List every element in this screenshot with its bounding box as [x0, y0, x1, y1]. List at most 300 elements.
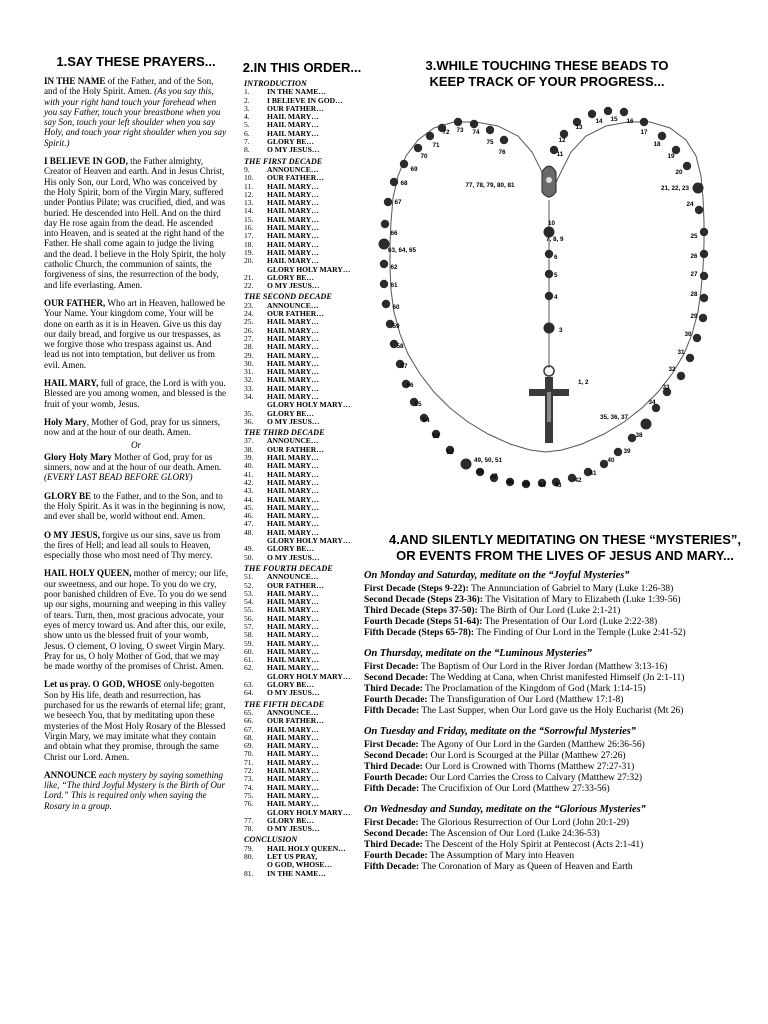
prayer-holy-mary: Holy Mary, Mother of God, pray for us sinners, now and at the hour of our death. Amen.	[44, 416, 221, 438]
rosary-bead	[380, 280, 388, 288]
order-step-prayer: OUR FATHER…	[267, 103, 324, 113]
order-step-prayer: GLORY HOLY MARY…	[267, 671, 351, 681]
order-step-number: 20.	[244, 256, 254, 266]
bead-label: 48	[476, 469, 484, 476]
mystery-decade: Third Decade:	[364, 762, 423, 772]
bead-label: 77, 78, 79, 80, 81	[465, 182, 515, 189]
order-step-prayer: HAIL MARY…	[267, 391, 319, 401]
order-step-prayer: HAIL MARY…	[267, 325, 319, 335]
mystery-decade: First Decade:	[364, 740, 419, 750]
order-step-number: 36.	[244, 416, 254, 426]
order-step-number: 17.	[244, 231, 254, 241]
bead-label: 6	[554, 254, 558, 261]
order-step-prayer: HAIL MARY…	[267, 774, 319, 784]
order-step-prayer: HAIL MARY…	[267, 469, 319, 479]
order-step-prayer: HAIL MARY…	[267, 494, 319, 504]
order-step-number: 26.	[244, 325, 254, 335]
order-step-number: 13.	[244, 198, 254, 208]
header-mysteries-2: OR EVENTS FROM THE LIVES OF JESUS AND MARY...	[396, 548, 734, 563]
order-step-prayer: HAIL MARY…	[267, 790, 319, 800]
order-step-number: 8.	[244, 145, 250, 155]
rosary-bead	[700, 272, 708, 280]
order-step-number: 45.	[244, 502, 254, 512]
order-step-number: 74.	[244, 782, 254, 792]
order-section-title: INTRODUCTION	[244, 79, 307, 88]
order-step-prayer: HAIL MARY…	[267, 375, 319, 385]
order-step-prayer: ANNOUNCE…	[267, 436, 319, 446]
order-step	[244, 870, 364, 878]
mystery-item	[364, 840, 764, 851]
mystery-description: The Presentation of Our Lord (Luke 2:22-38)	[482, 617, 658, 627]
bead-label: 28	[690, 291, 698, 298]
mystery-description: The Crucifixion of Our Lord (Matthew 27:33-56)	[419, 784, 610, 794]
order-step-prayer: HAIL MARY…	[267, 214, 319, 224]
mystery-description: The Descent of the Holy Spirit at Pentecost (Acts 2:1-41)	[422, 840, 644, 850]
order-step-number: 54.	[244, 597, 254, 607]
bead-label: 26	[690, 253, 698, 260]
mystery-item	[364, 606, 764, 617]
bead-label: 24	[686, 201, 694, 208]
order-step-prayer: HAIL MARY…	[267, 256, 319, 266]
order-step-prayer: O MY JESUS…	[267, 824, 320, 834]
order-step-number: 62.	[244, 663, 254, 673]
order-step-number: 34.	[244, 391, 254, 401]
order-step-prayer: OUR FATHER…	[267, 580, 324, 590]
mystery-description: The Assumption of Mary into Heaven	[427, 851, 575, 861]
order-step-prayer: HAIL MARY…	[267, 622, 319, 631]
order-step-number: 14.	[244, 206, 254, 216]
order-step-number: 75.	[244, 790, 254, 800]
rosary-bead	[683, 162, 691, 170]
bead-label: 75	[486, 139, 494, 146]
announce-note: ANNOUNCE each mystery by saying something like, “The third Joyful Mystery is the Birth of Our Lord.” This is required only when saying the Rosary in a group.	[44, 769, 226, 811]
order-step-prayer: HAIL MARY…	[267, 231, 319, 241]
order-step-number: 49.	[244, 544, 254, 554]
bead-label: 63, 64, 65	[388, 247, 417, 254]
mystery-group	[364, 570, 764, 639]
mystery-heading: On Thursday, meditate on the “Luminous Mysteries”	[364, 648, 592, 659]
order-step-prayer: HAIL MARY…	[267, 605, 319, 615]
order-step-prayer: GLORY HOLY MARY…	[267, 536, 351, 546]
order-step-prayer: HAIL MARY…	[267, 646, 319, 656]
order-step-prayer: ANNOUNCE…	[267, 707, 319, 717]
bead-label: 74	[472, 129, 480, 136]
order-step-prayer: HAIL MARY…	[267, 519, 319, 529]
order-step-number: 59.	[244, 638, 254, 648]
bead-label: 4	[554, 294, 558, 301]
order-step-number: 57.	[244, 622, 254, 631]
order-step-number: 3.	[244, 103, 250, 113]
mystery-description: The Wedding at Cana, when Christ manifested Himself (Jn 2:1-11)	[428, 673, 685, 683]
order-step-prayer: LET US PRAY,	[267, 852, 318, 862]
centerpiece-medal-icon	[542, 166, 556, 197]
order-step-prayer: GLORY BE…	[267, 272, 314, 282]
bead-label: 35, 36, 37	[599, 414, 628, 421]
order-step-prayer: GLORY BE…	[267, 137, 314, 147]
order-step-prayer: HAIL MARY…	[267, 799, 319, 809]
order-step-number: 39.	[244, 453, 254, 463]
order-step-prayer: GLORY BE…	[267, 680, 314, 690]
rosary-bead	[426, 132, 434, 140]
order-step-number: 22.	[244, 281, 254, 291]
order-step-number: 28.	[244, 342, 254, 352]
order-step-prayer: HAIL HOLY QUEEN…	[267, 843, 346, 853]
bead-label: 67	[394, 199, 402, 206]
rosary-bead	[700, 250, 708, 258]
mystery-decade: Fifth Decade:	[364, 784, 420, 794]
order-step-number: 19.	[244, 247, 254, 257]
prayer-o-my-jesus: O MY JESUS, forgive us our sins, save us from the fires of Hell; and lead all souls to Heaven, especially those who most need of Thy mercy.	[44, 529, 221, 561]
bead-label: 3	[559, 327, 563, 334]
order-step-number: 70.	[244, 749, 254, 759]
mystery-item	[364, 784, 764, 795]
bead-label: 44	[538, 482, 546, 489]
bead-label: 52	[446, 449, 454, 456]
mystery-decade: First Decade:	[364, 818, 419, 828]
order-step-prayer: HAIL MARY…	[267, 112, 319, 122]
mystery-item	[364, 818, 764, 829]
bead-label: 58	[396, 343, 404, 350]
prayer-let-us-pray: Let us pray. O GOD, WHOSE only-begotten Son by His life, death and resurrection, has purchased for us the rewards of eternal life; grant, we beseech You, that by meditating upon these mysteries of the Most Holy Rosary of the Blessed Virgin Mary, we may imitate what they contain and obtain what they promise, through the same Christ our Lord. Amen.	[44, 679, 226, 762]
order-step-number: 51.	[244, 572, 254, 582]
order-step-number: 42.	[244, 477, 254, 487]
bead-label: 27	[690, 271, 698, 278]
mystery-heading: On Monday and Saturday, meditate on the “Joyful Mysteries”	[364, 570, 630, 581]
bead-label: 61	[390, 282, 398, 289]
order-step-number: 37.	[244, 436, 254, 446]
mystery-description: The Glorious Resurrection of Our Lord (John 20:1-29)	[418, 818, 629, 828]
mystery-description: The Agony of Our Lord in the Garden (Matthew 26:36-56)	[418, 740, 645, 750]
order-step-prayer: HAIL MARY…	[267, 128, 319, 138]
rosary-bead	[693, 334, 701, 342]
order-step-number: 67.	[244, 724, 254, 734]
mystery-item	[364, 762, 764, 773]
order-step-prayer: O GOD, WHOSE…	[267, 860, 333, 870]
order-step-prayer: HAIL MARY…	[267, 181, 319, 191]
rosary-bead	[620, 108, 628, 116]
order-step-prayer: HAIL MARY…	[267, 120, 319, 130]
rosary-bead	[380, 260, 388, 268]
bead-label: 73	[456, 127, 464, 134]
order-step-number: 65.	[244, 707, 254, 717]
order-step-prayer: IN THE NAME…	[267, 868, 326, 878]
bead-label: 33	[662, 384, 670, 391]
order-step-prayer: GLORY BE…	[267, 544, 314, 554]
bead-label: 69	[410, 166, 418, 173]
order-step-number: 78.	[244, 824, 254, 834]
bead-label: 45	[522, 481, 530, 488]
order-section-title: CONCLUSION	[244, 835, 298, 845]
order-step-prayer: HAIL MARY…	[267, 247, 319, 257]
mystery-item	[364, 595, 764, 606]
header-mysteries-1: 4.AND SILENTLY MEDITATING ON THESE “MYSTERIES”,	[388, 532, 741, 547]
rosary-bead	[614, 448, 622, 456]
order-step-number: 77.	[244, 815, 254, 825]
mystery-item	[364, 706, 764, 717]
order-step	[244, 418, 364, 426]
order-step-number: 11.	[244, 181, 254, 191]
order-step-prayer: HAIL MARY…	[267, 317, 319, 327]
bead-label: 41	[589, 470, 597, 477]
order-step-number: 56.	[244, 613, 254, 623]
mystery-decade: Fourth Decade:	[364, 695, 428, 705]
order-step-number: 2.	[244, 95, 250, 105]
order-step-prayer: ANNOUNCE…	[267, 164, 319, 174]
mystery-item	[364, 662, 764, 673]
bead-label: 17	[640, 129, 648, 136]
prayer-our-father: OUR FATHER, Who art in Heaven, hallowed be Your Name. Your kingdom come, Your will be done on earth as it is in Heaven. Give us this day our daily bread, and forgive us our trespasses, as we forgive those who trespass against us. And lead us not into temptation, but deliver us from evil. Amen.	[44, 297, 226, 370]
order-step-prayer: HAIL MARY…	[267, 511, 319, 521]
rosary-bead	[544, 323, 555, 334]
bead-label: 53	[432, 433, 440, 440]
bead-label: 38	[635, 432, 643, 439]
bead-label: 13	[575, 124, 583, 131]
order-step-prayer: HAIL MARY…	[267, 766, 319, 776]
order-step-number: 18.	[244, 239, 254, 249]
order-step	[244, 825, 364, 833]
order-step-number: 53.	[244, 588, 254, 598]
bead-label: 25	[690, 233, 698, 240]
prayer-creed: I BELIEVE IN GOD, the Father almighty, Creator of Heaven and earth. And in Jesus Christ, His only Son, our Lord, Who was conceived by the Holy Spirit, born of the Virgin Mary, suffered under Pontius Pilate; was crucified, died, and was buried. He descended into Hell. And on the third day He rose again from the dead. He ascended into Heaven, and is seated at the right hand of the Father. He shall come again to judge the living and the dead. I believe in the Holy Spirit, the holy catholic Church, the communion of saints, the forgiveness of sins, the resurrection of the body, and life everlasting. Amen.	[44, 156, 226, 290]
order-step-prayer: HAIL MARY…	[267, 461, 319, 471]
mystery-item	[364, 740, 764, 751]
prayer-glory-holy-mary: Glory Holy Mary Mother of God, pray for us sinners, now and at the hour of our death. Amen. (EVERY LAST BEAD BEFORE GLORY)	[44, 451, 222, 483]
order-step-number: 33.	[244, 383, 254, 393]
bead-label: 62	[390, 264, 398, 271]
bead-label: 16	[626, 118, 634, 125]
mystery-description: Our Lord Carries the Cross to Calvary (Matthew 27:32)	[427, 773, 643, 783]
mystery-group	[364, 648, 764, 717]
order-step-prayer: HAIL MARY…	[267, 749, 319, 759]
mystery-item	[364, 773, 764, 784]
order-step-number: 72.	[244, 766, 254, 776]
order-step-prayer: OUR FATHER…	[267, 716, 324, 726]
mystery-decade: Third Decade:	[364, 840, 423, 850]
order-step-prayer: HAIL MARY…	[267, 383, 319, 393]
bead-label: 57	[400, 363, 408, 370]
mystery-description: The Baptism of Our Lord in the River Jordan (Matthew 3:13-16)	[418, 662, 668, 672]
mystery-heading: On Tuesday and Friday, meditate on the “Sorrowful Mysteries”	[364, 726, 636, 737]
order-step-number: 32.	[244, 375, 254, 385]
order-step-number: 24.	[244, 309, 254, 319]
bead-label: 42	[574, 477, 582, 484]
order-step-prayer: HAIL MARY…	[267, 588, 319, 598]
bead-label: 70	[420, 153, 428, 160]
rosary-bead	[641, 419, 652, 430]
mystery-item	[364, 617, 764, 628]
rosary-bead	[390, 178, 398, 186]
order-step-prayer: HAIL MARY…	[267, 477, 319, 487]
rosary-bead	[686, 354, 694, 362]
mystery-decade: Fifth Decade:	[364, 706, 420, 716]
bead-label: 46	[506, 479, 514, 486]
mystery-item	[364, 684, 764, 695]
prayer-or: Or	[130, 439, 142, 450]
order-step-number: 63.	[244, 680, 254, 690]
rosary-bead	[699, 314, 707, 322]
rosary-diagram	[366, 92, 766, 512]
order-step-number: 55.	[244, 605, 254, 615]
order-step-prayer: HAIL MARY…	[267, 350, 319, 360]
order-step-number: 46.	[244, 511, 254, 521]
order-step-prayer: ANNOUNCE…	[267, 300, 319, 310]
order-step-prayer: HAIL MARY…	[267, 724, 319, 734]
order-step-prayer: HAIL MARY…	[267, 782, 319, 792]
mystery-description: Our Lord is Crowned with Thorns (Matthew 27:27-31)	[422, 762, 635, 772]
order-step-number: 35.	[244, 408, 254, 418]
mystery-decade: Third Decade (Steps 37-50):	[364, 606, 478, 616]
order-step-prayer: HAIL MARY…	[267, 333, 319, 343]
bead-label: 19	[667, 153, 675, 160]
mystery-item	[364, 673, 764, 684]
bead-label: 54	[422, 417, 430, 424]
order-step-prayer: GLORY HOLY MARY…	[267, 264, 351, 274]
rosary-bead	[454, 118, 462, 126]
order-step-prayer: GLORY HOLY MARY…	[267, 400, 351, 410]
rosary-bead	[604, 107, 612, 115]
rosary-bead	[381, 220, 389, 228]
rosary-bead	[384, 198, 392, 206]
bead-label: 68	[400, 180, 408, 187]
order-step-prayer: HAIL MARY…	[267, 527, 319, 537]
mystery-description: The Coronation of Mary as Queen of Heaven and Earth	[419, 862, 633, 872]
order-step-prayer: ANNOUNCE…	[267, 572, 319, 582]
order-step-prayer: OUR FATHER…	[267, 309, 324, 319]
order-section-title: THE THIRD DECADE	[244, 428, 325, 438]
order-step-prayer: HAIL MARY…	[267, 206, 319, 216]
order-section-title: THE FOURTH DECADE	[244, 563, 333, 573]
mystery-description: The Finding of Our Lord in the Temple (Luke 2:41-52)	[474, 628, 686, 638]
mystery-group	[364, 804, 764, 873]
order-step-prayer: O MY JESUS…	[267, 552, 320, 562]
order-step-number: 31.	[244, 367, 254, 377]
order-step-prayer: O MY JESUS…	[267, 416, 320, 426]
mystery-decade: Fourth Decade:	[364, 851, 428, 861]
crucifix-icon	[529, 366, 569, 443]
prayer-hail-mary: HAIL MARY, full of grace, the Lord is with you. Blessed are you among women, and blessed is the fruit of your womb, Jesus.	[44, 378, 227, 409]
order-step-number: 29.	[244, 350, 254, 360]
mystery-description: The Annunciation of Gabriel to Mary (Luke 1:26-38)	[468, 584, 674, 594]
mystery-decade: Second Decade:	[364, 673, 429, 683]
order-step-number: 80.	[244, 852, 254, 862]
rosary-bead	[588, 110, 596, 118]
order-list	[244, 80, 364, 878]
order-step-number: 25.	[244, 317, 254, 327]
order-step-prayer: IN THE NAME…	[267, 87, 326, 97]
order-step-prayer: GLORY BE…	[267, 408, 314, 418]
order-step-number: 12.	[244, 189, 254, 199]
mystery-item	[364, 862, 764, 873]
order-step-number: 10.	[244, 173, 254, 183]
order-step-prayer: HAIL MARY…	[267, 223, 319, 233]
mystery-item	[364, 628, 764, 639]
rosary-bead	[677, 372, 685, 380]
mystery-decade: Fifth Decade:	[364, 862, 420, 872]
bead-label: 30	[684, 331, 692, 338]
order-step-number: 7.	[244, 137, 250, 147]
order-step-prayer: HAIL MARY…	[267, 741, 319, 751]
order-step-number: 69.	[244, 741, 254, 751]
prayer-hail-holy-queen: HAIL HOLY QUEEN, mother of mercy; our life, our sweetness, and our hope. To you do we cry, poor banished children of Eve. To you do we send up our sighs, mourning and weeping in this valley of tears. Turn, then, most gracious advocate, your eyes of mercy toward us. And after this, our exile, show unto us the blessed fruit of your womb, Jesus. O clement, O loving, O sweet Virgin Mary. Pray for us, O holy Mother of God, that we may be made worthy of the promises of Christ. Amen.	[44, 568, 228, 672]
mystery-item	[364, 851, 764, 862]
prayers-column	[44, 76, 228, 819]
mystery-decade: Third Decade:	[364, 684, 423, 694]
rosary-bead	[470, 120, 478, 128]
rosary-bead	[486, 126, 494, 134]
order-step-number: 68.	[244, 732, 254, 742]
order-step-prayer: HAIL MARY…	[267, 486, 319, 496]
order-step	[244, 282, 364, 290]
bead-label: 39	[623, 448, 631, 455]
bead-label: 12	[558, 137, 566, 144]
bead-label: 59	[392, 323, 400, 330]
bead-label: 49, 50, 51	[474, 457, 503, 464]
bead-label: 7, 8, 9	[546, 236, 564, 243]
order-step-number: 73.	[244, 774, 254, 784]
order-step-prayer: HAIL MARY…	[267, 189, 319, 199]
mystery-heading: On Wednesday and Sunday, meditate on the “Glorious Mysteries”	[364, 804, 646, 815]
rosary-bead	[461, 459, 472, 470]
order-step-number: 58.	[244, 630, 254, 640]
order-step-number: 30.	[244, 358, 254, 368]
rosary-bead	[658, 132, 666, 140]
order-step-number: 60.	[244, 646, 254, 656]
bead-label: 43	[554, 482, 562, 489]
order-step-prayer: HAIL MARY…	[267, 638, 319, 648]
bead-label: 10	[548, 220, 556, 227]
bead-label: 31	[677, 349, 685, 356]
bead-label: 76	[498, 149, 506, 156]
bead-label: 14	[595, 118, 603, 125]
order-step-number: 5.	[244, 120, 250, 130]
header-beads-2: KEEP TRACK OF YOUR PROGRESS...	[429, 74, 665, 89]
order-step-number: 44.	[244, 494, 254, 504]
order-step-number: 16.	[244, 223, 254, 233]
bead-label: 18	[653, 141, 661, 148]
rosary-bead	[640, 118, 648, 126]
rosary-bead	[500, 136, 508, 144]
order-step-prayer: OUR FATHER…	[267, 444, 324, 454]
mystery-decade: First Decade (Steps 9-22):	[364, 584, 469, 594]
mystery-item	[364, 584, 764, 595]
order-step	[244, 146, 364, 154]
order-step-number: 76.	[244, 799, 254, 809]
mystery-decade: First Decade:	[364, 662, 419, 672]
bead-label: 72	[442, 129, 450, 136]
order-step-prayer: HAIL MARY…	[267, 358, 319, 368]
order-step-number: 47.	[244, 519, 254, 529]
bead-label: 71	[432, 142, 440, 149]
order-step-number: 61.	[244, 655, 254, 665]
order-step-number: 6.	[244, 128, 250, 138]
order-step	[244, 689, 364, 697]
order-step-prayer: HAIL MARY…	[267, 757, 319, 767]
mystery-decade: Second Decade:	[364, 751, 429, 761]
rosary-bead	[545, 250, 553, 258]
prayer-in-the-name: IN THE NAME of the Father, and of the Son, and of the Holy Spirit. Amen. (As you say this, with your right hand touch your forehead when you say Father, touch your breastbone when you say Son, touch your left shoulder when you say Holy, and touch your right shoulder when you say Spirit.)	[44, 76, 227, 148]
rosary-bead	[545, 292, 553, 300]
mystery-decade: Fourth Decade:	[364, 773, 428, 783]
rosary-bead	[400, 160, 408, 168]
order-step-prayer: HAIL MARY…	[267, 198, 319, 208]
order-step-number: 21.	[244, 272, 254, 282]
bead-label: 15	[610, 116, 618, 123]
prayer-glory-be: GLORY BE to the Father, and to the Son, and to the Holy Spirit. As it was in the beginning is now, and ever shall be, world without end. Amen.	[44, 490, 226, 522]
order-step-prayer: HAIL MARY…	[267, 613, 319, 623]
bead-label: 32	[668, 366, 676, 373]
mystery-item	[364, 751, 764, 762]
order-step-number: 4.	[244, 112, 250, 122]
